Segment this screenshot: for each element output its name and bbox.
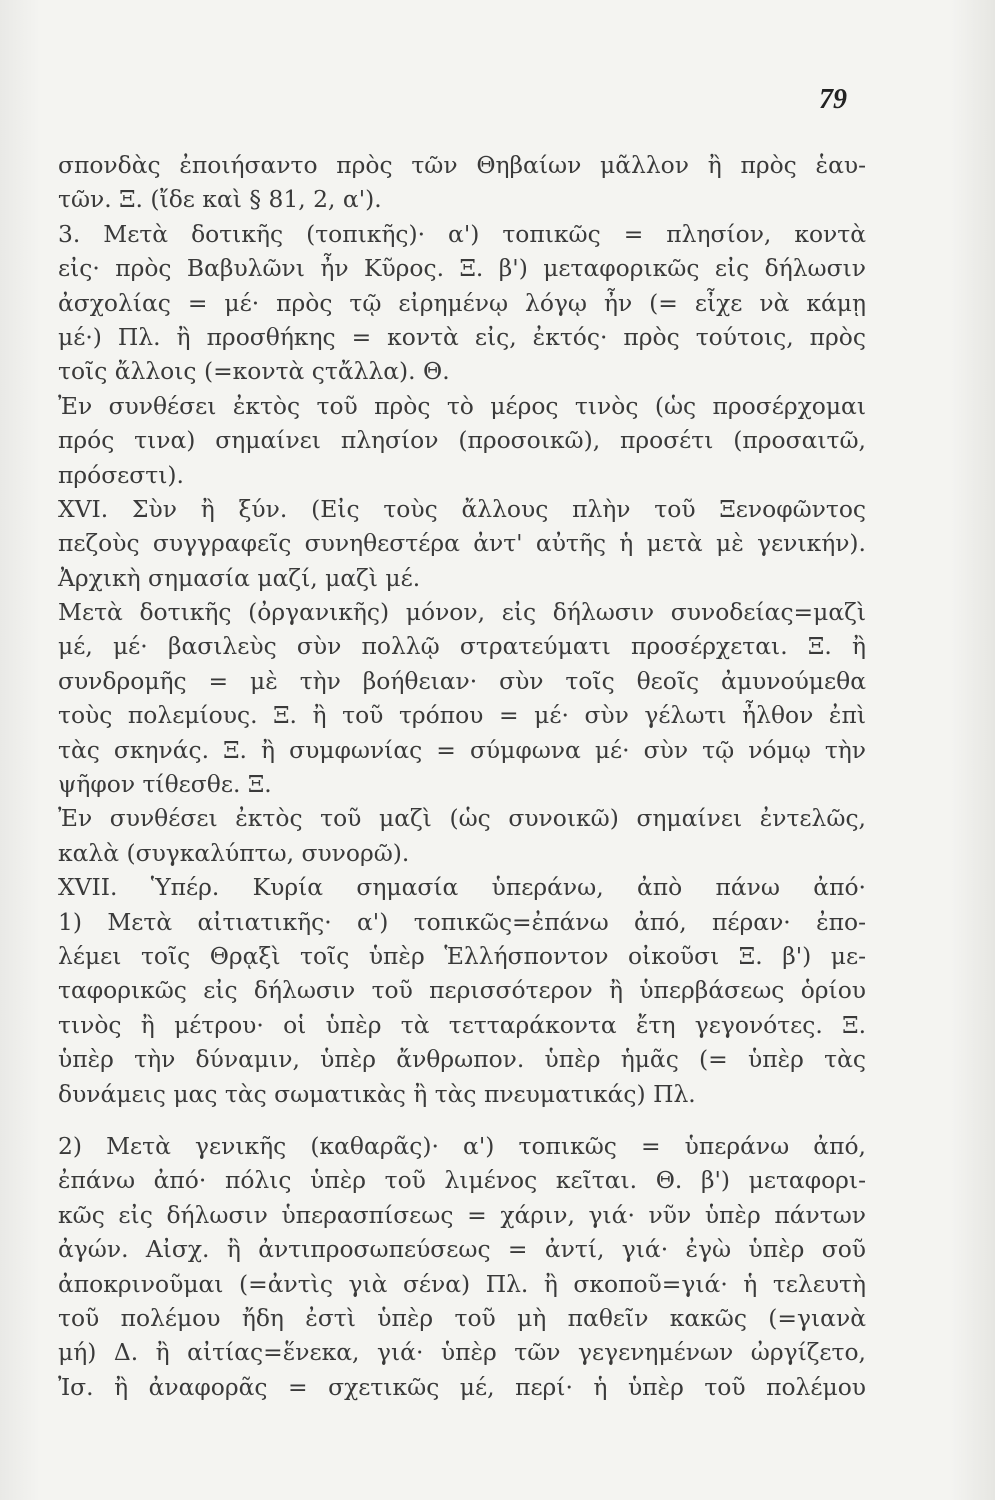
text-line: ἀποκρινοῦμαι (=ἀντὶς γιὰ σένα) Πλ. ἢ σκοποῦ=γιά· ἡ τελευτὴ [58, 1269, 866, 1298]
text-line: ὑπὲρ τὴν δύναμιν, ὑπὲρ ἄνθρωπον. ὑπὲρ ἡμᾶς (= ὑπὲρ τὰς [58, 1045, 866, 1074]
text-line: τὰς σκηνάς. Ξ. ἢ συμφωνίας = σύμφωνα μέ· σὺν τῷ νόμῳ τὴν [58, 735, 866, 764]
page-body-text [58, 148, 866, 1404]
text-line: πρόσεστι). [58, 460, 184, 489]
text-line: ψῆφον τίθεσθε. Ξ. [58, 770, 272, 799]
text-line: συνδρομῆς = μὲ τὴν βοήθειαν· σὺν τοῖς θεοῖς ἀμυνούμεθα [58, 666, 866, 695]
text-line: Ἀρχικὴ σημασία μαζί, μαζὶ μέ. [58, 563, 421, 592]
text-line: Ἐν συνθέσει ἐκτὸς τοῦ μαζὶ (ὡς συνοικῶ) σημαίνει ἐντελῶς, [58, 804, 866, 833]
text-line: 2) Μετὰ γενικῆς (καθαρᾶς)· α') τοπικῶς = ὑπεράνω ἀπό, [58, 1131, 866, 1160]
text-line: Ἐν συνθέσει ἐκτὸς τοῦ πρὸς τὸ μέρος τινὸς (ὡς προσέρχομαι [58, 391, 866, 420]
text-line: τῶν. Ξ. (ἴδε καὶ § 81, 2, α'). [58, 185, 382, 214]
text-line: τινὸς ἢ μέτρου· οἱ ὑπὲρ τὰ τετταράκοντα ἔτη γεγονότες. Ξ. [58, 1010, 866, 1039]
text-line: εἰς· πρὸς Βαβυλῶνι ἦν Κῦρος. Ξ. β') μεταφορικῶς εἰς δήλωσιν [58, 254, 866, 283]
text-line: πεζοὺς συγγραφεῖς συνηθεστέρα ἀντ' αὐτῆς ἡ μετὰ μὲ γενικήν). [58, 529, 866, 558]
text-line: ἐπάνω ἀπό· πόλις ὑπὲρ τοῦ λιμένος κεῖται. Θ. β') μεταφορι- [58, 1166, 866, 1195]
text-line: μή) Δ. ἢ αἰτίας=ἕνεκα, γιά· ὑπὲρ τῶν γεγενημένων ὠργίζετο, [58, 1338, 866, 1367]
text-line: 1) Μετὰ αἰτιατικῆς· α') τοπικῶς=ἐπάνω ἀπό, πέραν· ἐπο- [58, 907, 866, 936]
text-line: ἀγών. Αἰσχ. ἢ ἀντιπροσωπεύσεως = ἀντί, γιά· ἐγὼ ὑπὲρ σοῦ [58, 1235, 866, 1264]
text-line: μέ, μέ· βασιλεὺς σὺν πολλῷ στρατεύματι προσέρχεται. Ξ. ἢ [58, 632, 866, 661]
text-line: μέ·) Πλ. ἢ προσθήκης = κοντὰ εἰς, ἐκτός· πρὸς τούτοις, πρὸς [58, 322, 866, 351]
text-line: καλὰ (συγκαλύπτω, συνορῶ). [58, 838, 410, 867]
page-number: 79 [819, 84, 847, 115]
text-line: τοῖς ἄλλοις (=κοντὰ ςτἄλλα). Θ. [58, 357, 450, 386]
text-line: σπονδὰς ἐποιήσαντο πρὸς τῶν Θηβαίων μᾶλλον ἢ πρὸς ἑαυ- [58, 151, 866, 179]
text-line: Μετὰ δοτικῆς (ὀργανικῆς) μόνον, εἰς δήλωσιν συνοδείας=μαζὶ [58, 598, 866, 627]
text-line: ἀσχολίας = μέ· πρὸς τῷ εἰρημένῳ λόγῳ ἦν (= εἶχε νὰ κάμῃ [58, 288, 866, 317]
text-line: τοῦ πολέμου ἤδη ἐστὶ ὑπὲρ τοῦ μὴ παθεῖν κακῶς (=γιανὰ [58, 1303, 866, 1332]
text-line: δυνάμεις μας τὰς σωματικὰς ἢ τὰς πνευματικάς) Πλ. [58, 1079, 696, 1108]
text-line: τοὺς πολεμίους. Ξ. ἢ τοῦ τρόπου = μέ· σὺν γέλωτι ἦλθον ἐπὶ [58, 701, 866, 730]
text-line: XVI. Σὺν ἢ ξύν. (Εἰς τοὺς ἄλλους πλὴν τοῦ Ξενοφῶντος [58, 494, 866, 523]
text-line: λέμει τοῖς Θρᾳξὶ τοῖς ὑπὲρ Ἑλλήσποντον οἰκοῦσι Ξ. β') με- [58, 941, 866, 970]
text-line: 3. Μετὰ δοτικῆς (τοπικῆς)· α') τοπικῶς = πλησίον, κοντὰ [58, 219, 866, 248]
text-line: Ἰσ. ἢ ἀναφορᾶς = σχετικῶς μέ, περί· ἡ ὑπὲρ τοῦ πολέμου [58, 1372, 866, 1401]
text-line: XVII. Ὑπέρ. Κυρία σημασία ὑπεράνω, ἀπὸ πάνω ἀπό· [58, 873, 866, 902]
text-line: πρός τινα) σημαίνει πλησίον (προσοικῶ), προσέτι (προσαιτῶ, [58, 426, 866, 455]
text-line: κῶς εἰς δήλωσιν ὑπερασπίσεως = χάριν, γιά· νῦν ὑπὲρ πάντων [58, 1200, 866, 1229]
text-line: ταφορικῶς εἰς δήλωσιν τοῦ περισσότερον ἢ ὑπερβάσεως ὁρίου [58, 976, 866, 1005]
